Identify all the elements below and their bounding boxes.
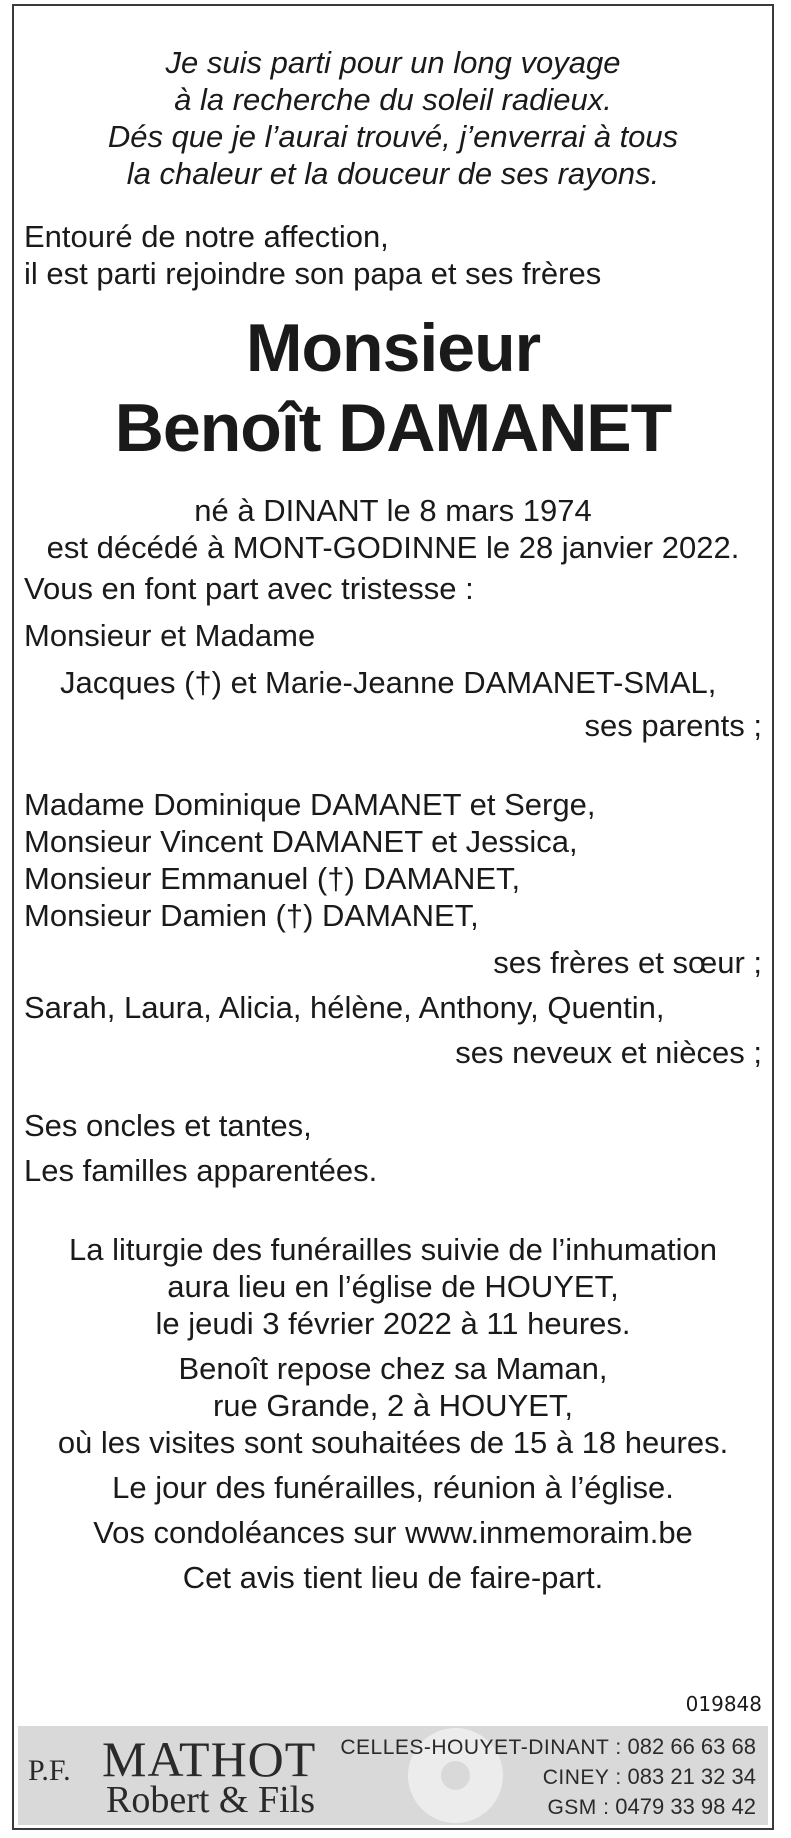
intro — [20, 218, 766, 292]
parents-role: ses parents ; — [584, 708, 762, 743]
parents-names: Jacques (†) et Marie-Jeanne DAMANET-SMAL, — [60, 665, 717, 700]
ceremony-line: où les visites sont souhaitées de 15 à 18 heures. — [57, 1425, 729, 1460]
ceremony-info — [20, 1231, 766, 1596]
poem-line: Dés que je l’aurai trouvé, j’enverrai à tous — [107, 119, 679, 154]
sibling-line: Monsieur Damien (†) DAMANET, — [24, 898, 479, 933]
contact-number[interactable]: 082 66 63 68 — [627, 1734, 756, 1759]
nephews-line: Sarah, Laura, Alicia, hélène, Anthony, Quentin, — [24, 990, 665, 1025]
others-line: Les familles apparentées. — [24, 1153, 378, 1188]
contact-row — [340, 1792, 756, 1822]
intro-line: Entouré de notre affection, — [24, 219, 389, 254]
sibling-line: Monsieur Vincent DAMANET et Jessica, — [24, 824, 578, 859]
condolences-line[interactable]: Vos condoléances sur www.inmemoraim.be — [93, 1515, 693, 1550]
ceremony-line: Le jour des funérailles, réunion à l’église. — [112, 1470, 674, 1505]
poem-line: à la recherche du soleil radieux. — [174, 82, 612, 117]
deceased-name — [20, 308, 766, 468]
contact-label: CELLES-HOUYET-DINANT : — [340, 1736, 622, 1759]
siblings-role: ses frères et sœur ; — [493, 945, 762, 980]
poem-line: Je suis parti pour un long voyage — [165, 45, 621, 80]
contact-number[interactable]: 083 21 32 34 — [627, 1764, 756, 1789]
poem-line: la chaleur et la douceur de ses rayons. — [126, 156, 660, 191]
birth-line: né à DINANT le 8 mars 1974 — [194, 493, 592, 528]
ceremony-line: le jeudi 3 février 2022 à 11 heures. — [155, 1306, 631, 1341]
ceremony-line: La liturgie des funérailles suivie de l’inhumation — [69, 1232, 717, 1267]
logo-name: MATHOT — [102, 1731, 317, 1787]
ceremony-line: Benoît repose chez sa Maman, — [178, 1351, 608, 1386]
notice-content — [14, 6, 772, 1596]
parents-title: Monsieur et Madame — [24, 618, 316, 653]
contact-row — [340, 1732, 756, 1762]
contact-label: CINEY : — [542, 1766, 622, 1789]
name-full: Benoît DAMANET — [114, 390, 672, 466]
funeral-home-banner — [18, 1726, 768, 1825]
sibling-line: Monsieur Emmanuel (†) DAMANET, — [24, 861, 521, 896]
life-dates — [20, 492, 766, 566]
name-title: Monsieur — [245, 310, 541, 386]
logo-pf: P.F. — [28, 1754, 71, 1787]
ceremony-line: rue Grande, 2 à HOUYET, — [212, 1388, 574, 1423]
nephews-role: ses neveux et nièces ; — [455, 1035, 762, 1070]
others-line: Ses oncles et tantes, — [24, 1108, 312, 1143]
logo-subtitle: Robert & Fils — [106, 1779, 316, 1821]
ceremony-line: Cet avis tient lieu de faire-part. — [182, 1560, 604, 1595]
contact-number[interactable]: 0479 33 98 42 — [615, 1794, 756, 1819]
contact-label: GSM : — [547, 1796, 610, 1819]
notice-code: 019848 — [685, 1692, 762, 1716]
announce-line: Vous en font part avec tristesse : — [24, 571, 474, 606]
funeral-home-contacts — [340, 1732, 756, 1822]
death-line: est décédé à MONT-GODINNE le 28 janvier 2022. — [46, 530, 740, 565]
contact-row — [340, 1762, 756, 1792]
ceremony-line: aura lieu en l’église de HOUYET, — [167, 1269, 619, 1304]
siblings-list — [20, 786, 766, 934]
sibling-line: Madame Dominique DAMANET et Serge, — [24, 787, 596, 822]
poem — [20, 44, 766, 192]
intro-line: il est parti rejoindre son papa et ses frères — [24, 256, 602, 291]
obituary-notice — [12, 4, 774, 1830]
